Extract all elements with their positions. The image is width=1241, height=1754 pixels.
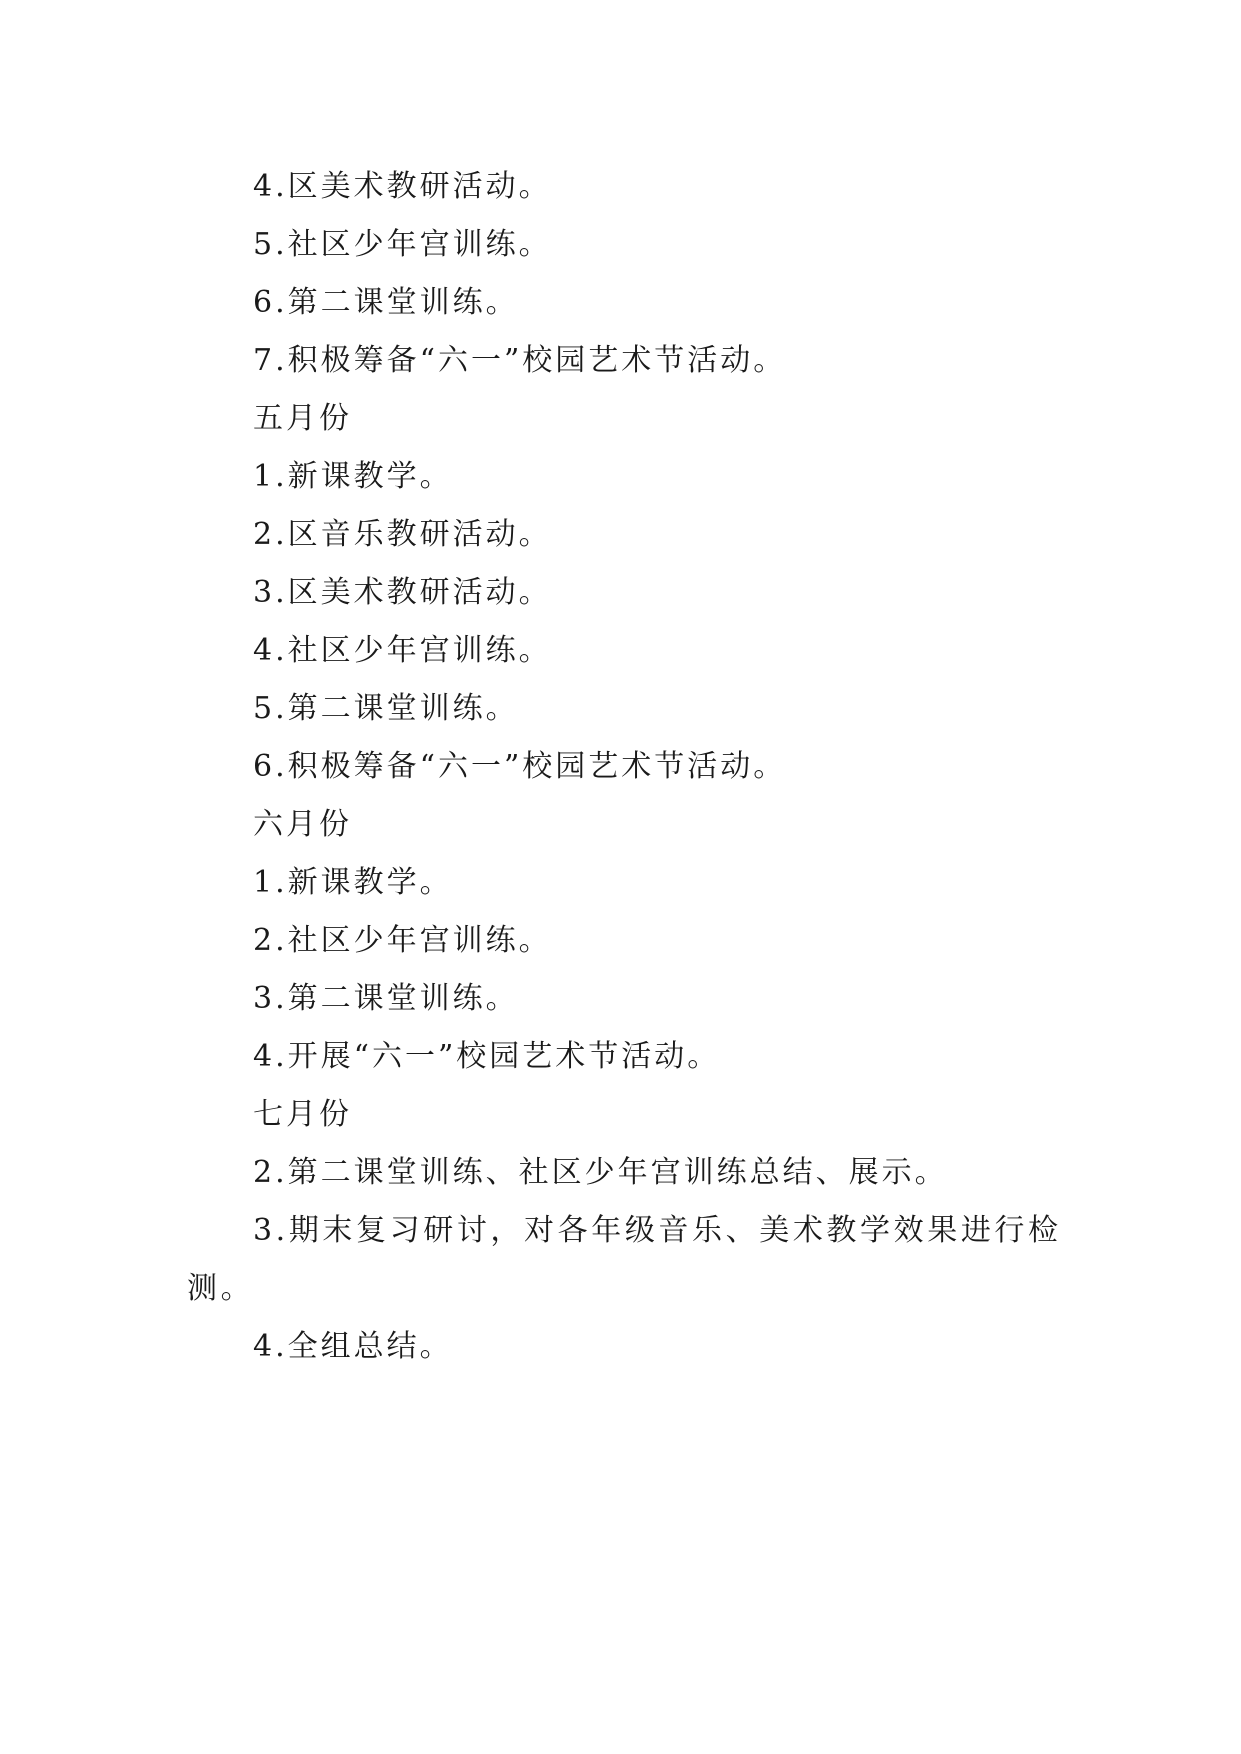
list-item: 1.新课教学。	[253, 459, 453, 494]
list-item: 6.第二课堂训练。	[253, 285, 519, 320]
list-item: 4.区美术教研活动。	[253, 169, 552, 204]
list-item: 2.第二课堂训练、社区少年宫训练总结、展示。	[253, 1155, 948, 1190]
list-item: 2.区音乐教研活动。	[253, 517, 552, 552]
list-item: 4.社区少年宫训练。	[253, 633, 552, 668]
list-item: 4.全组总结。	[253, 1329, 453, 1364]
list-item: 5.第二课堂训练。	[253, 691, 519, 726]
list-item: 2.社区少年宫训练。	[253, 923, 552, 958]
month-heading-july: 七月份	[253, 1097, 352, 1132]
list-item: 6.积极筹备“六一”校园艺术节活动。	[253, 749, 787, 784]
list-item: 7.积极筹备“六一”校园艺术节活动。	[253, 343, 787, 378]
list-item: 1.新课教学。	[253, 865, 453, 900]
list-item: 3.第二课堂训练。	[253, 981, 519, 1016]
list-item: 3.区美术教研活动。	[253, 575, 552, 610]
month-heading-may: 五月份	[253, 401, 352, 436]
document-body	[187, 158, 1067, 1376]
list-item: 3.期末复习研讨，对各年级音乐、美术教学效果进行检测。	[187, 1213, 1062, 1306]
month-heading-june: 六月份	[253, 807, 352, 842]
list-item: 4.开展“六一”校园艺术节活动。	[253, 1039, 721, 1074]
list-item: 5.社区少年宫训练。	[253, 227, 552, 262]
